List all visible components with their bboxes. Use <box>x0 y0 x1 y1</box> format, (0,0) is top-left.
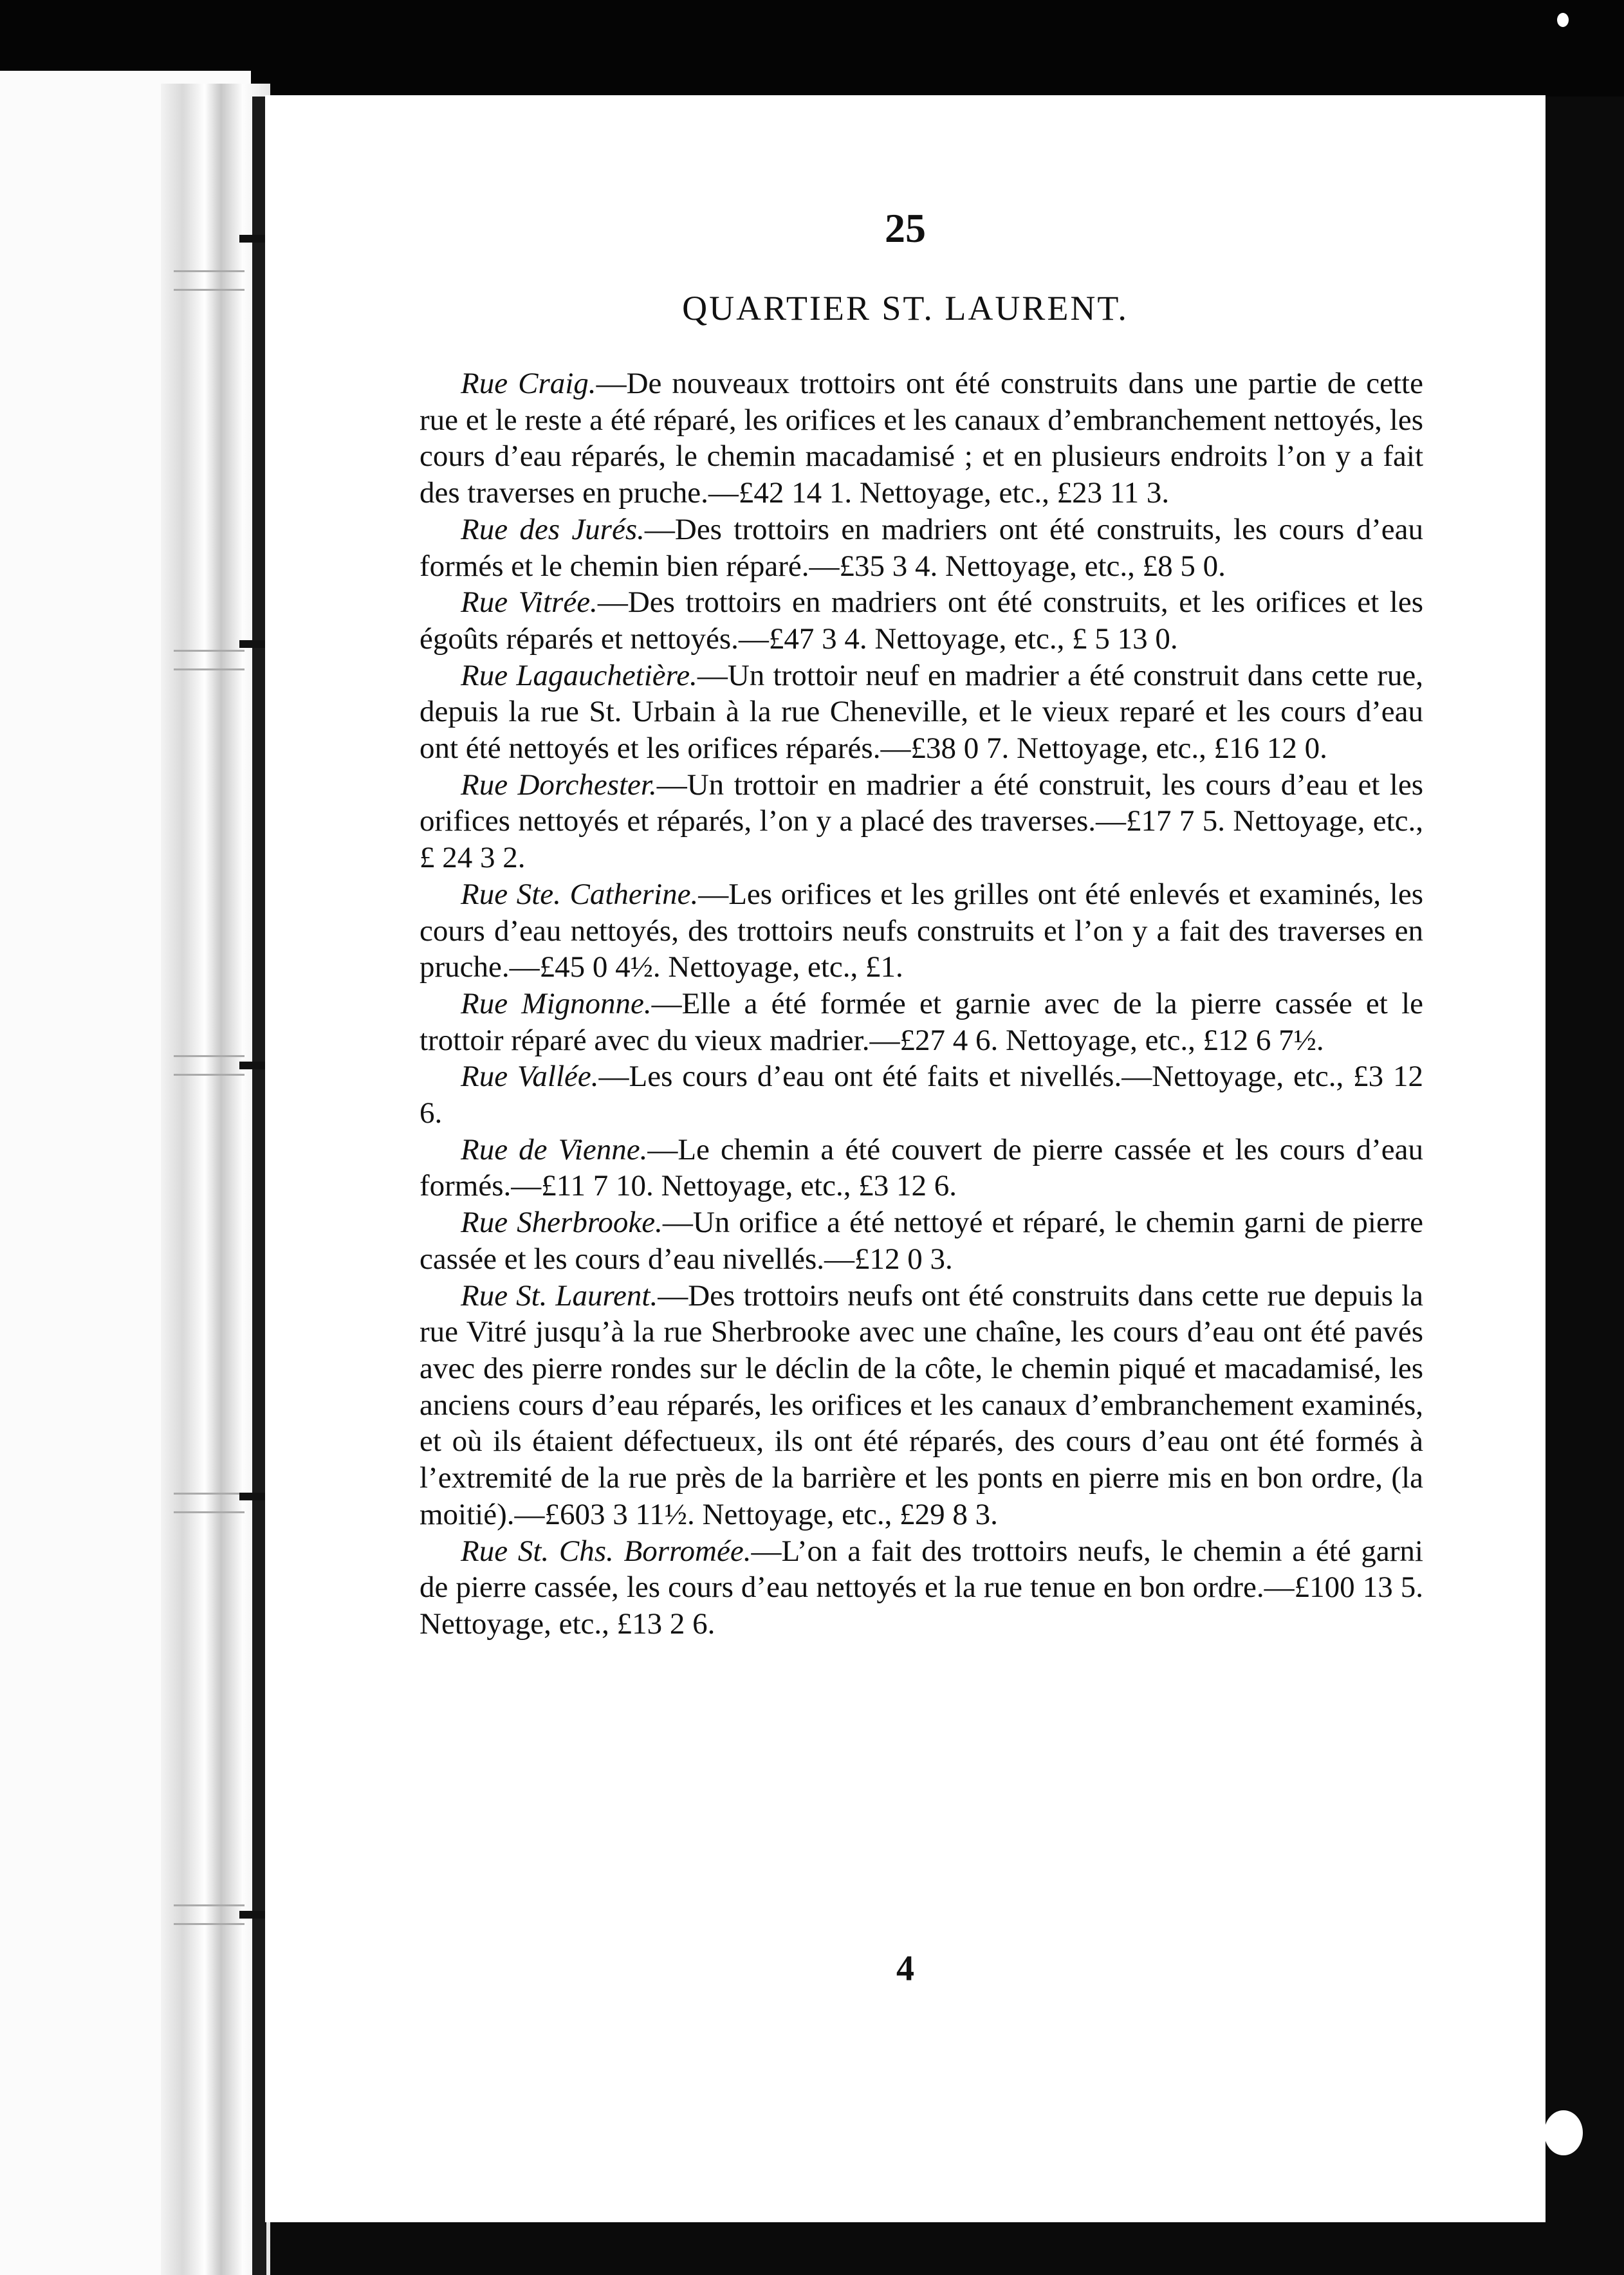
street-entry <box>420 986 1423 1058</box>
binding-stitch <box>239 640 265 648</box>
street-entry <box>420 584 1423 657</box>
street-name: Rue Mignonne. <box>461 986 652 1020</box>
street-name: Rue Lagauchetière. <box>461 658 697 692</box>
binding-stitch <box>239 1062 265 1069</box>
street-entry <box>420 365 1423 511</box>
binding-stitch <box>239 235 265 243</box>
binding-edge <box>252 97 266 2275</box>
street-name: Rue Vitrée. <box>461 585 598 620</box>
entry-text: —L’on a fait des trottoirs neufs, le chemin a été garni de pierre cassée, les cours d’eau nettoyés et la rue tenue en bon ordre.—£100 13 5. Nettoyage, etc., £13 2 6. <box>420 1534 1423 1641</box>
page-heading: QUARTIER ST. LAURENT. <box>682 289 1129 327</box>
entry-text: —De nouveaux trottoirs ont été construits dans une partie de cette rue et le reste a été réparé, les orifices et les canaux d’embranchement nettoyés, les cours d’eau réparés, le chemin macadamisé ; et en plusieurs endroits l’on y a fait des traverses en pruche.—£42 14 1. Nettoyage, etc., £23 11 3. <box>420 367 1423 510</box>
binding-thread <box>174 650 245 670</box>
entry-text: —Un trottoir neuf en madrier a été construit dans cette rue, depuis la rue St. Urbain à la rue Cheneville, et le vieux reparé et les cours d’eau ont été nettoyés et les orifices réparés.—£38 0 7. Nettoyage, etc., £16 12 0. <box>420 658 1423 766</box>
book-page <box>265 95 1546 2222</box>
street-name: Rue Dorchester. <box>461 768 657 802</box>
street-entry <box>420 658 1423 767</box>
street-entry <box>420 1204 1423 1277</box>
binding-stitch <box>239 1493 265 1500</box>
street-entry <box>420 1058 1423 1131</box>
binding-stitch <box>239 1911 265 1919</box>
street-entry <box>420 767 1423 876</box>
entry-text: —Des trottoirs neufs ont été construits dans cette rue depuis la rue Vitré jusqu’à la rue Sherbrooke avec une chaîne, les cours d’eau ont été pavés avec des pierre rondes sur le déclin de la côte, le chemin piqué et macadamisé, les anciens cours d’eau réparés, les orifices et les canaux d’embranchement examinés, et où ils étaient défectueux, ils ont été réparés, des cours d’eau ont été formés à l’extremité de la rue près de la barrière et les ponts en pierre mis en bon ordre, (la moitié).—£603 3 11½. Nettoyage, etc., £29 8 3. <box>420 1278 1424 1531</box>
entry-text: —Des trottoirs en madriers ont été construits, les cours d’eau formés et le chemin bien réparé.—£35 3 4. Nettoyage, etc., £8 5 0. <box>420 512 1423 583</box>
street-entry <box>420 1533 1423 1643</box>
entry-text: —Elle a été formée et garnie avec de la pierre cassée et le trottoir réparé avec du vieux madrier.—£27 4 6. Nettoyage, etc., £12 6 7½. <box>420 986 1423 1057</box>
entry-text: —Un trottoir en madrier a été construit, les cours d’eau et les orifices nettoyés et réparés, l’on y a placé des traverses.—£17 7 5. Nettoyage, etc.,£ 24 3 2. <box>420 768 1423 875</box>
page-body <box>420 365 1423 1643</box>
scan-speck <box>1544 2110 1583 2155</box>
street-name: Rue Sherbrooke. <box>461 1206 663 1240</box>
street-name: Rue des Jurés. <box>461 512 645 546</box>
signature-mark: 4 <box>896 1949 914 1989</box>
street-entry <box>420 1278 1423 1533</box>
street-entry <box>420 876 1423 986</box>
entry-text: —Les orifices et les grilles ont été enlevés et examinés, les cours d’eau nettoyés, des trottoirs neufs construits et l’on y a fait des traverses en pruche.—£45 0 4½. Nettoyage, etc., £1. <box>420 877 1423 984</box>
scan-speck <box>1557 13 1569 27</box>
entry-text: —Les cours d’eau ont été faits et nivellés.—Nettoyage, etc., £3 12 6. <box>420 1060 1423 1130</box>
street-name: Rue Vallée. <box>461 1060 599 1094</box>
street-entry <box>420 511 1423 584</box>
street-entry <box>420 1132 1423 1204</box>
street-name: Rue St. Laurent. <box>461 1278 658 1312</box>
street-name: Rue Craig. <box>461 367 596 400</box>
street-name: Rue St. Chs. Borromée. <box>461 1534 752 1568</box>
binding-thread <box>174 1493 245 1513</box>
street-name: Rue de Vienne. <box>461 1132 648 1166</box>
entry-text: —Le chemin a été couvert de pierre cassée et les cours d’eau formés.—£11 7 10. Nettoyage, etc., £3 12 6. <box>420 1132 1423 1203</box>
binding-thread <box>174 270 245 291</box>
entry-text: —Des trottoirs en madriers ont été construits, et les orifices et les égoûts réparés et nettoyés.—£47 3 4. Nettoyage, etc., £ 5 13 0. <box>420 585 1423 656</box>
entry-text: —Un orifice a été nettoyé et réparé, le chemin garni de pierre cassée et les cours d’eau nivellés.—£12 0 3. <box>420 1206 1423 1276</box>
binding-thread <box>174 1904 245 1925</box>
binding-thread <box>174 1055 245 1076</box>
street-name: Rue Ste. Catherine. <box>461 877 699 911</box>
page-number: 25 <box>885 205 926 251</box>
